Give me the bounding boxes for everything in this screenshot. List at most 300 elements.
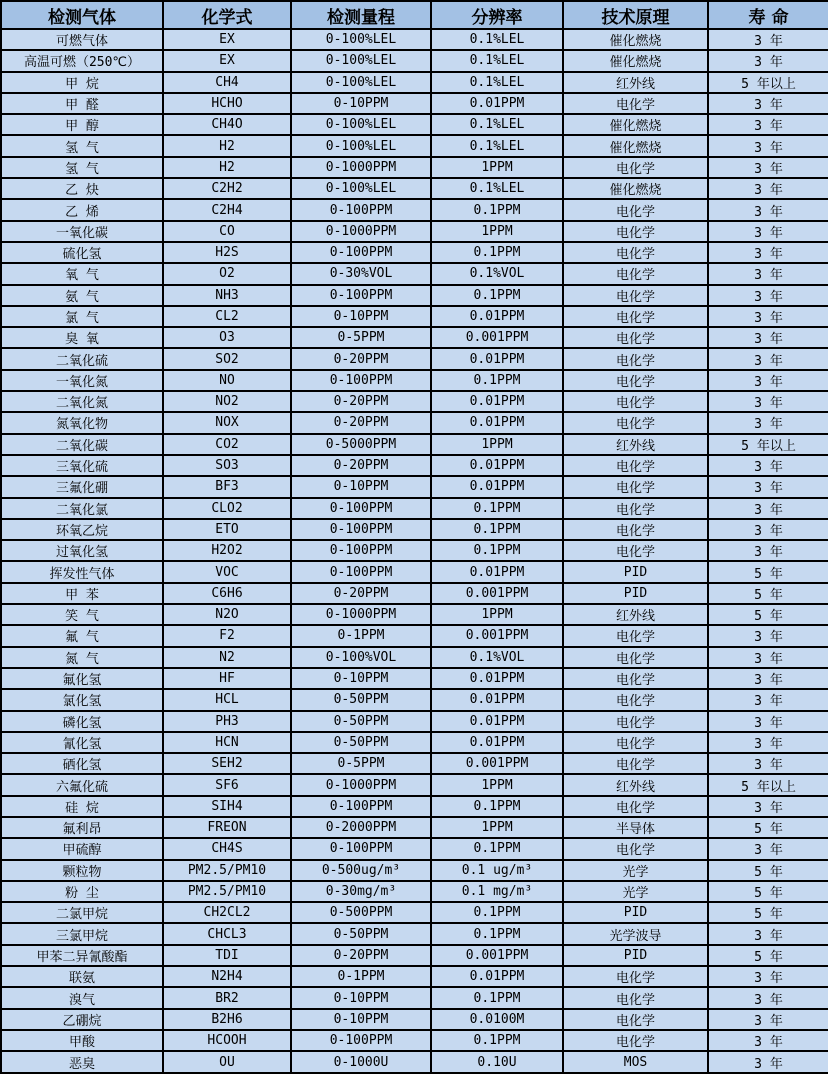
cell: 氮 气	[1, 647, 163, 668]
cell: 3 年	[708, 1051, 828, 1073]
cell: 六氟化硫	[1, 774, 163, 795]
table-row	[1, 902, 828, 923]
cell: 0-50PPM	[291, 689, 431, 710]
cell: 5 年	[708, 902, 828, 923]
cell: 3 年	[708, 732, 828, 753]
cell: 0-5PPM	[291, 327, 431, 348]
cell: 催化燃烧	[563, 114, 708, 135]
cell: ETO	[163, 519, 291, 540]
table-row	[1, 306, 828, 327]
cell: 0-100PPM	[291, 519, 431, 540]
cell: 0.1 ug/m³	[431, 860, 563, 881]
cell: 3 年	[708, 29, 828, 50]
cell: 电化学	[563, 1030, 708, 1051]
cell: 0.1PPM	[431, 285, 563, 306]
cell: 0-20PPM	[291, 945, 431, 966]
table-row	[1, 711, 828, 732]
cell: 0-100PPM	[291, 242, 431, 263]
table-row	[1, 157, 828, 178]
cell: 0-50PPM	[291, 711, 431, 732]
cell: HF	[163, 668, 291, 689]
cell: 3 年	[708, 199, 828, 220]
cell: 3 年	[708, 455, 828, 476]
cell: 高温可燃（250℃）	[1, 50, 163, 71]
table-row	[1, 348, 828, 369]
cell: 电化学	[563, 157, 708, 178]
cell: 0.1PPM	[431, 796, 563, 817]
cell: 1PPM	[431, 434, 563, 455]
column-header-0: 检测气体	[1, 1, 163, 29]
cell: BF3	[163, 476, 291, 497]
cell: HCL	[163, 689, 291, 710]
cell: 一氧化碳	[1, 221, 163, 242]
cell: 0-5000PPM	[291, 434, 431, 455]
table-row	[1, 753, 828, 774]
cell: 乙 炔	[1, 178, 163, 199]
cell: 0.1PPM	[431, 838, 563, 859]
cell: 电化学	[563, 242, 708, 263]
table-row	[1, 29, 828, 50]
cell: 0.001PPM	[431, 625, 563, 646]
cell: 3 年	[708, 391, 828, 412]
cell: 5 年	[708, 945, 828, 966]
cell: 电化学	[563, 476, 708, 497]
cell: 3 年	[708, 114, 828, 135]
column-header-5: 寿 命	[708, 1, 828, 29]
table-row	[1, 689, 828, 710]
cell: H2O2	[163, 540, 291, 561]
cell: 0-100PPM	[291, 498, 431, 519]
cell: 电化学	[563, 348, 708, 369]
cell: SIH4	[163, 796, 291, 817]
cell: 0.10U	[431, 1051, 563, 1073]
cell: 0-50PPM	[291, 923, 431, 944]
cell: 氟化氢	[1, 668, 163, 689]
table-row	[1, 221, 828, 242]
cell: 电化学	[563, 370, 708, 391]
cell: 氢 气	[1, 157, 163, 178]
cell: CO	[163, 221, 291, 242]
cell: 0-100%LEL	[291, 178, 431, 199]
cell: 0-50PPM	[291, 732, 431, 753]
cell: 0.01PPM	[431, 455, 563, 476]
cell: OU	[163, 1051, 291, 1073]
table-body	[1, 29, 828, 1073]
cell: 0-1PPM	[291, 966, 431, 987]
cell: 0-10PPM	[291, 476, 431, 497]
cell: 0.001PPM	[431, 945, 563, 966]
cell: 0.01PPM	[431, 306, 563, 327]
cell: 三氧化硫	[1, 455, 163, 476]
cell: PM2.5/PM10	[163, 860, 291, 881]
cell: 3 年	[708, 838, 828, 859]
cell: 粉 尘	[1, 881, 163, 902]
cell: 0-1PPM	[291, 625, 431, 646]
table-row	[1, 242, 828, 263]
cell: EX	[163, 29, 291, 50]
cell: NH3	[163, 285, 291, 306]
cell: 0-100PPM	[291, 199, 431, 220]
cell: 3 年	[708, 966, 828, 987]
cell: EX	[163, 50, 291, 71]
cell: 1PPM	[431, 817, 563, 838]
cell: 0-1000U	[291, 1051, 431, 1073]
cell: 3 年	[708, 327, 828, 348]
cell: 电化学	[563, 732, 708, 753]
table-row	[1, 796, 828, 817]
cell: 1PPM	[431, 774, 563, 795]
cell: MOS	[563, 1051, 708, 1073]
cell: CH4O	[163, 114, 291, 135]
cell: 3 年	[708, 987, 828, 1008]
cell: 3 年	[708, 711, 828, 732]
cell: 0.1PPM	[431, 1030, 563, 1051]
cell: 电化学	[563, 455, 708, 476]
cell: 电化学	[563, 796, 708, 817]
cell: 甲 烷	[1, 72, 163, 93]
cell: 电化学	[563, 199, 708, 220]
cell: 氢 气	[1, 135, 163, 156]
cell: 3 年	[708, 1009, 828, 1030]
cell: 0.1PPM	[431, 902, 563, 923]
cell: 0.01PPM	[431, 412, 563, 433]
cell: 3 年	[708, 540, 828, 561]
cell: 3 年	[708, 135, 828, 156]
cell: 0.1PPM	[431, 370, 563, 391]
table-row	[1, 945, 828, 966]
cell: 二氧化氯	[1, 498, 163, 519]
cell: H2	[163, 135, 291, 156]
cell: 甲 苯	[1, 583, 163, 604]
cell: 3 年	[708, 689, 828, 710]
cell: H2S	[163, 242, 291, 263]
cell: 电化学	[563, 838, 708, 859]
cell: 0-100%LEL	[291, 50, 431, 71]
cell: 0.01PPM	[431, 476, 563, 497]
cell: 0.1PPM	[431, 199, 563, 220]
cell: 0-100%LEL	[291, 135, 431, 156]
cell: 1PPM	[431, 157, 563, 178]
cell: 3 年	[708, 519, 828, 540]
cell: 电化学	[563, 966, 708, 987]
cell: 甲硫醇	[1, 838, 163, 859]
cell: 3 年	[708, 285, 828, 306]
cell: 0.1PPM	[431, 987, 563, 1008]
cell: 电化学	[563, 753, 708, 774]
cell: 0.001PPM	[431, 753, 563, 774]
cell: 0-20PPM	[291, 348, 431, 369]
cell: 3 年	[708, 263, 828, 284]
cell: O2	[163, 263, 291, 284]
cell: 3 年	[708, 412, 828, 433]
column-header-1: 化学式	[163, 1, 291, 29]
cell: 甲 醛	[1, 93, 163, 114]
cell: 0-100PPM	[291, 540, 431, 561]
cell: 0.01PPM	[431, 348, 563, 369]
cell: 电化学	[563, 540, 708, 561]
cell: 0-100%VOL	[291, 647, 431, 668]
cell: 5 年以上	[708, 774, 828, 795]
cell: 0-100%LEL	[291, 114, 431, 135]
cell: PM2.5/PM10	[163, 881, 291, 902]
cell: 三氟化硼	[1, 476, 163, 497]
cell: 氯化氢	[1, 689, 163, 710]
cell: 3 年	[708, 348, 828, 369]
cell: H2	[163, 157, 291, 178]
cell: HCHO	[163, 93, 291, 114]
cell: 0-500ug/m³	[291, 860, 431, 881]
cell: 恶臭	[1, 1051, 163, 1073]
table-row	[1, 987, 828, 1008]
cell: 电化学	[563, 263, 708, 284]
cell: 0-30%VOL	[291, 263, 431, 284]
cell: 0-20PPM	[291, 412, 431, 433]
table-header	[1, 1, 828, 29]
cell: 红外线	[563, 774, 708, 795]
cell: 0-5PPM	[291, 753, 431, 774]
cell: 5 年以上	[708, 72, 828, 93]
cell: 3 年	[708, 625, 828, 646]
cell: 催化燃烧	[563, 178, 708, 199]
cell: 0.1%LEL	[431, 114, 563, 135]
cell: 0-10PPM	[291, 1009, 431, 1030]
cell: 0.01PPM	[431, 561, 563, 582]
table-row	[1, 540, 828, 561]
cell: N2	[163, 647, 291, 668]
cell: PID	[563, 583, 708, 604]
cell: 硫化氢	[1, 242, 163, 263]
cell: 甲 醇	[1, 114, 163, 135]
cell: VOC	[163, 561, 291, 582]
table-row	[1, 93, 828, 114]
cell: 0-100PPM	[291, 1030, 431, 1051]
cell: 0.01PPM	[431, 391, 563, 412]
cell: 0.1PPM	[431, 519, 563, 540]
table-row	[1, 498, 828, 519]
cell: 0.0100M	[431, 1009, 563, 1030]
table-row	[1, 476, 828, 497]
cell: 一氧化氮	[1, 370, 163, 391]
cell: 3 年	[708, 1030, 828, 1051]
cell: 1PPM	[431, 221, 563, 242]
cell: 可燃气体	[1, 29, 163, 50]
cell: 0.1PPM	[431, 540, 563, 561]
cell: 3 年	[708, 306, 828, 327]
cell: 0.1%LEL	[431, 135, 563, 156]
cell: 0-500PPM	[291, 902, 431, 923]
cell: 0.01PPM	[431, 711, 563, 732]
cell: FREON	[163, 817, 291, 838]
cell: CH2CL2	[163, 902, 291, 923]
cell: 0-100PPM	[291, 796, 431, 817]
cell: C2H4	[163, 199, 291, 220]
cell: 电化学	[563, 412, 708, 433]
cell: 3 年	[708, 753, 828, 774]
cell: 3 年	[708, 157, 828, 178]
cell: 硅 烷	[1, 796, 163, 817]
cell: 光学波导	[563, 923, 708, 944]
cell: 颗粒物	[1, 860, 163, 881]
table-row	[1, 860, 828, 881]
cell: 挥发性气体	[1, 561, 163, 582]
cell: N2H4	[163, 966, 291, 987]
table-row	[1, 881, 828, 902]
table-row	[1, 1051, 828, 1073]
table-row	[1, 838, 828, 859]
cell: 0.01PPM	[431, 689, 563, 710]
table-row	[1, 668, 828, 689]
cell: 电化学	[563, 221, 708, 242]
table-row	[1, 50, 828, 71]
cell: 0.1%VOL	[431, 263, 563, 284]
column-header-4: 技术原理	[563, 1, 708, 29]
cell: 0-20PPM	[291, 391, 431, 412]
cell: 3 年	[708, 476, 828, 497]
cell: F2	[163, 625, 291, 646]
cell: CLO2	[163, 498, 291, 519]
cell: 0.001PPM	[431, 583, 563, 604]
cell: CH4S	[163, 838, 291, 859]
cell: 臭 氧	[1, 327, 163, 348]
cell: 二氯甲烷	[1, 902, 163, 923]
cell: 0.01PPM	[431, 93, 563, 114]
cell: 0.01PPM	[431, 732, 563, 753]
table-row	[1, 966, 828, 987]
cell: NO2	[163, 391, 291, 412]
cell: 催化燃烧	[563, 29, 708, 50]
cell: 光学	[563, 860, 708, 881]
table-row	[1, 1009, 828, 1030]
cell: 光学	[563, 881, 708, 902]
cell: 3 年	[708, 370, 828, 391]
cell: 氟 气	[1, 625, 163, 646]
table-row	[1, 370, 828, 391]
cell: 5 年	[708, 860, 828, 881]
table-row	[1, 135, 828, 156]
column-header-2: 检测量程	[291, 1, 431, 29]
cell: CO2	[163, 434, 291, 455]
cell: 0-100PPM	[291, 370, 431, 391]
cell: 0-1000PPM	[291, 774, 431, 795]
table-row	[1, 519, 828, 540]
cell: 0-1000PPM	[291, 157, 431, 178]
table-row	[1, 178, 828, 199]
cell: SO3	[163, 455, 291, 476]
cell: NOX	[163, 412, 291, 433]
table-row	[1, 583, 828, 604]
cell: 0-100PPM	[291, 838, 431, 859]
cell: 半导体	[563, 817, 708, 838]
cell: 红外线	[563, 434, 708, 455]
cell: SEH2	[163, 753, 291, 774]
cell: 电化学	[563, 1009, 708, 1030]
cell: 0-10PPM	[291, 987, 431, 1008]
cell: 0-100PPM	[291, 285, 431, 306]
cell: 0-1000PPM	[291, 604, 431, 625]
table-row	[1, 923, 828, 944]
table-row	[1, 263, 828, 284]
cell: 0.1%LEL	[431, 50, 563, 71]
cell: CL2	[163, 306, 291, 327]
cell: 3 年	[708, 221, 828, 242]
cell: 氮氧化物	[1, 412, 163, 433]
cell: 催化燃烧	[563, 50, 708, 71]
cell: 5 年	[708, 881, 828, 902]
cell: 3 年	[708, 647, 828, 668]
cell: C2H2	[163, 178, 291, 199]
cell: 电化学	[563, 711, 708, 732]
cell: N2O	[163, 604, 291, 625]
cell: 氧 气	[1, 263, 163, 284]
cell: 氯 气	[1, 306, 163, 327]
table-row	[1, 732, 828, 753]
cell: 红外线	[563, 604, 708, 625]
table-row	[1, 391, 828, 412]
table-row	[1, 114, 828, 135]
table-row	[1, 561, 828, 582]
cell: 5 年	[708, 561, 828, 582]
table-row	[1, 199, 828, 220]
cell: PID	[563, 902, 708, 923]
cell: CH4	[163, 72, 291, 93]
cell: B2H6	[163, 1009, 291, 1030]
cell: 0-100PPM	[291, 561, 431, 582]
cell: 0-10PPM	[291, 668, 431, 689]
cell: 电化学	[563, 625, 708, 646]
cell: SO2	[163, 348, 291, 369]
table-row	[1, 327, 828, 348]
cell: 电化学	[563, 668, 708, 689]
cell: 3 年	[708, 242, 828, 263]
header-row	[1, 1, 828, 29]
cell: 0.1%VOL	[431, 647, 563, 668]
cell: 1PPM	[431, 604, 563, 625]
cell: 二氧化硫	[1, 348, 163, 369]
cell: BR2	[163, 987, 291, 1008]
cell: 红外线	[563, 72, 708, 93]
cell: 3 年	[708, 923, 828, 944]
cell: 甲苯二异氰酸酯	[1, 945, 163, 966]
cell: 0.001PPM	[431, 327, 563, 348]
cell: 电化学	[563, 93, 708, 114]
table-row	[1, 647, 828, 668]
cell: 联氨	[1, 966, 163, 987]
table-row	[1, 412, 828, 433]
cell: 0-20PPM	[291, 455, 431, 476]
cell: 5 年	[708, 817, 828, 838]
cell: 电化学	[563, 306, 708, 327]
cell: 5 年	[708, 583, 828, 604]
cell: 过氧化氢	[1, 540, 163, 561]
table-row	[1, 1030, 828, 1051]
table-row	[1, 604, 828, 625]
cell: 0-10PPM	[291, 93, 431, 114]
cell: 0.1PPM	[431, 498, 563, 519]
cell: HCOOH	[163, 1030, 291, 1051]
cell: SF6	[163, 774, 291, 795]
cell: CHCL3	[163, 923, 291, 944]
cell: 0.1PPM	[431, 242, 563, 263]
cell: 0-100%LEL	[291, 72, 431, 93]
table-row	[1, 774, 828, 795]
cell: 氟利昂	[1, 817, 163, 838]
cell: 0.1 mg/m³	[431, 881, 563, 902]
cell: 电化学	[563, 689, 708, 710]
cell: 催化燃烧	[563, 135, 708, 156]
cell: 0-2000PPM	[291, 817, 431, 838]
cell: O3	[163, 327, 291, 348]
cell: 电化学	[563, 519, 708, 540]
